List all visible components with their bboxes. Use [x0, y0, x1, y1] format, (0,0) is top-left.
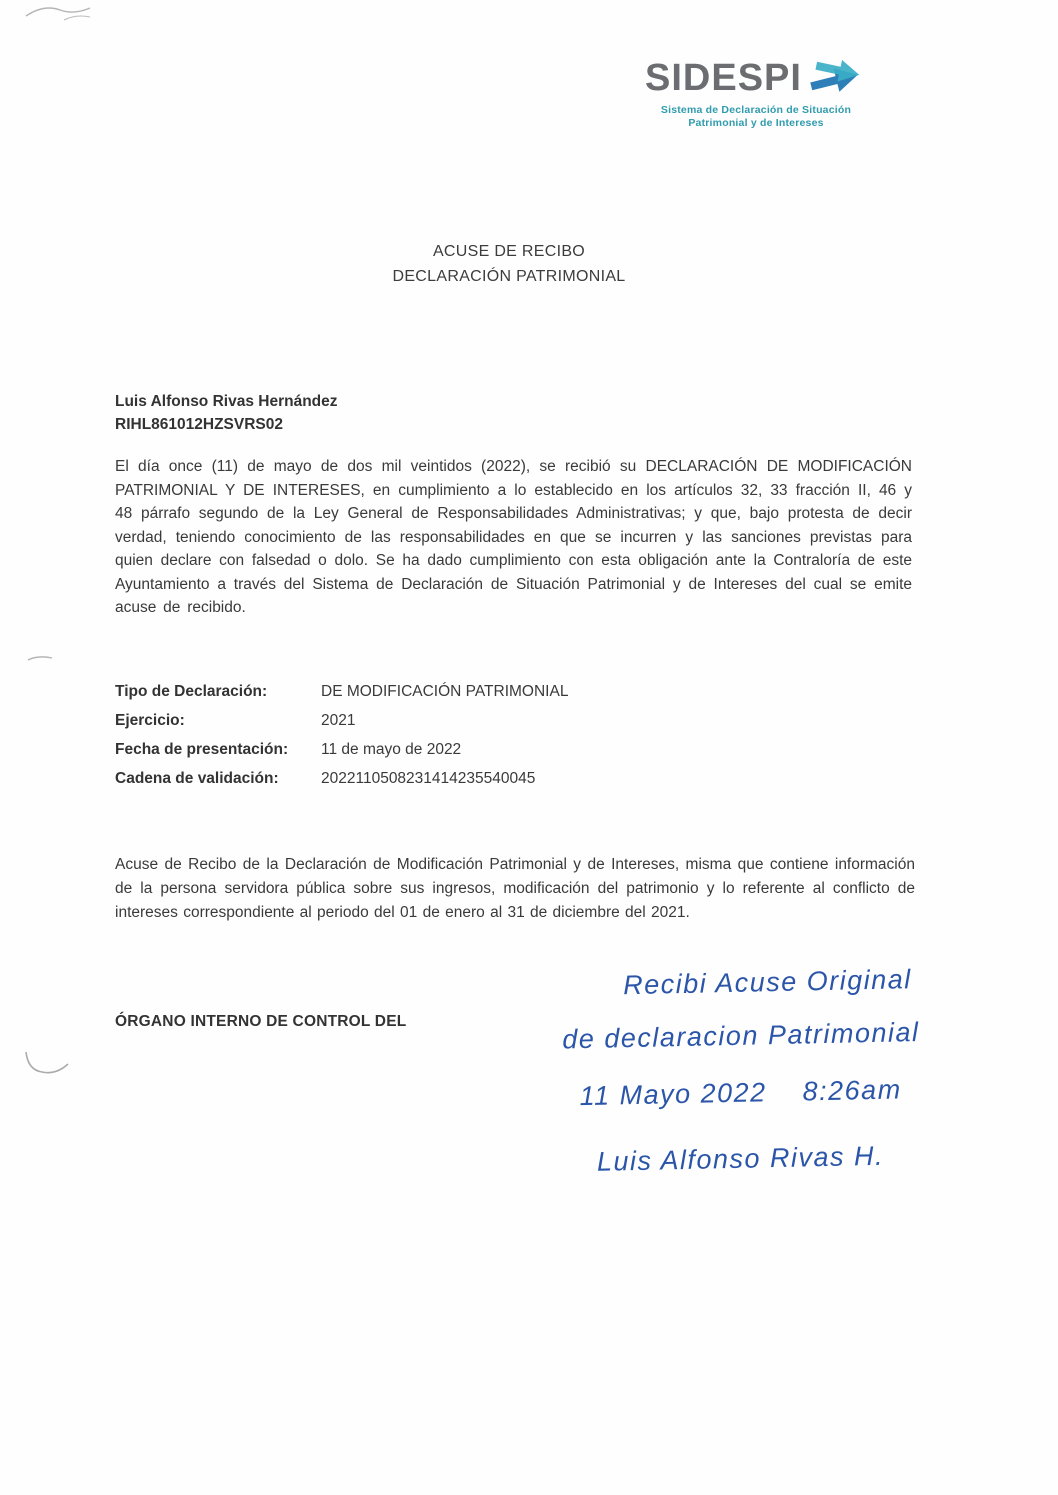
- scan-artifact-dash: [26, 652, 54, 666]
- field-label: Fecha de presentación:: [115, 741, 289, 758]
- logo-brand-row: [632, 56, 880, 101]
- field-label: Ejercicio:: [115, 712, 185, 729]
- closing-paragraph: Acuse de Recibo de la Declaración de Modificación Patrimonial y de Intereses, misma que contiene información de la persona servidora pública sobre sus ingresos, modificación del patrimonio y lo referente al conflicto de intereses correspondiente al periodo del 01 de enero al 31 de diciembre del 2021.: [115, 856, 915, 921]
- field-value: 2022110508231414235540045: [321, 770, 536, 787]
- field-row-tipo: [115, 681, 568, 703]
- office-line: ÓRGANO INTERNO DE CONTROL DEL: [115, 1013, 407, 1030]
- logo-subtitle-line1: Sistema de Declaración de Situación: [660, 104, 852, 116]
- handwriting-line-3: 11 Mayo 2022 8:26am: [579, 1074, 902, 1112]
- scan-artifact-top-left: [24, 2, 114, 24]
- handwriting-line-2: de declaracion Patrimonial: [562, 1017, 920, 1055]
- declaration-fields: [115, 681, 568, 797]
- body-paragraph: El día once (11) de mayo de dos mil veintidos (2022), se recibió su DECLARACIÓN DE MODIFICACIÓN PATRIMONIAL Y DE INTERESES, en cumplimiento a lo establecido en los artículos 32, 33 fracción II, 46 y 48 párrafo segundo de la Ley General de Responsabilidades Administrativas; y que, bajo protesta de decir verdad, teniendo conocimiento de las responsabilidades en que se incurren y las sanciones previstas para quien declare con falsedad o dolo. Se ha dado cumplimiento con esta obligación ante la Contraloría de este Ayuntamiento a través del Sistema de Declaración de Situación Patrimonial y de Intereses del cual se emite acuse de recibido.: [115, 458, 912, 616]
- handwriting-line-1: Recibi Acuse Original: [622, 964, 913, 1001]
- field-value: 11 de mayo de 2022: [321, 741, 462, 758]
- field-label: Tipo de Declaración:: [115, 683, 268, 700]
- recipient-block: [115, 390, 338, 436]
- logo-subtitle: [632, 104, 880, 130]
- recipient-id: RIHL861012HZSVRS02: [115, 416, 283, 433]
- sidespi-logo: [632, 56, 880, 130]
- logo-brand-text: SIDESPI: [645, 57, 802, 99]
- field-row-ejercicio: [115, 710, 568, 732]
- field-value: 2021: [321, 712, 356, 729]
- recipient-name: Luis Alfonso Rivas Hernández: [115, 393, 338, 410]
- handwritten-note: [561, 959, 995, 1182]
- double-arrow-icon: [805, 52, 867, 101]
- title-line-2: DECLARACIÓN PATRIMONIAL: [392, 268, 626, 285]
- handwriting-line-4: Luis Alfonso Rivas H.: [596, 1140, 885, 1177]
- field-label: Cadena de validación:: [115, 770, 279, 787]
- logo-subtitle-line2: Patrimonial y de Intereses: [688, 117, 824, 129]
- field-row-fecha: [115, 739, 568, 761]
- scan-artifact-curve: [22, 1044, 70, 1078]
- field-row-cadena: [115, 768, 568, 790]
- title-line-1: ACUSE DE RECIBO: [432, 243, 586, 260]
- field-value: DE MODIFICACIÓN PATRIMONIAL: [321, 683, 569, 700]
- document-title: [0, 239, 1018, 289]
